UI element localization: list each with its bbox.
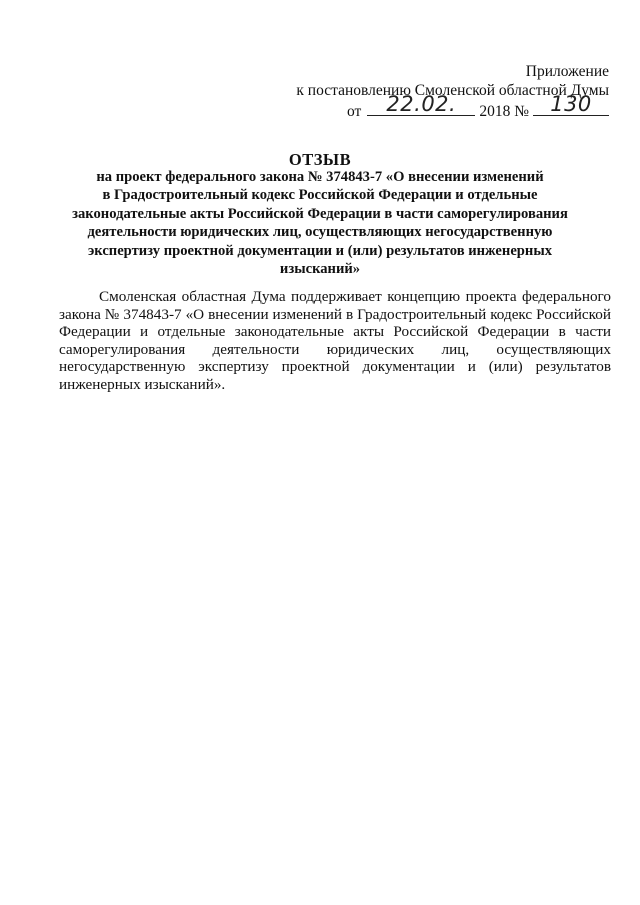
number-field xyxy=(533,92,609,116)
handwritten-number: 130 xyxy=(550,92,592,116)
document-title: ОТЗЫВ xyxy=(288,150,352,169)
handwritten-date: 22.02. xyxy=(386,92,457,116)
body-paragraph: Смоленская областная Дума поддерживает концепцию проекта федерального закона № 374843-7 «О внесении изменений в Градостроительный кодекс Российской Федерации и отдельные законодательные акты Российской Федерации в части саморегулирования деятельности юридических лиц, осуществляющих негосударственную экспертизу проектной документации и (или) результатов инженерных изысканий». xyxy=(59,288,611,393)
appendix-resolution-ref: к постановлению Смоленской областной Думы xyxy=(296,82,609,99)
subtitle-line: изысканий» xyxy=(279,261,361,278)
subtitle-line: на проект федерального закона № 374843-7 «О внесении изменений xyxy=(96,169,544,185)
date-field xyxy=(367,92,475,116)
document-subtitle xyxy=(60,168,580,278)
appendix-date-line xyxy=(296,92,609,121)
date-prefix: от xyxy=(347,103,362,120)
appendix-header xyxy=(296,62,609,121)
subtitle-line: экспертизу проектной документации и (или) результатов инженерных xyxy=(87,242,553,259)
subtitle-line: законодательные акты Российской Федерации в части саморегулирования xyxy=(72,205,568,222)
subtitle-line: в Градостроительный кодекс Российской Федерации и отдельные xyxy=(102,187,538,204)
appendix-label: Приложение xyxy=(525,63,609,80)
subtitle-line: деятельности юридических лиц, осуществляющих негосударственную xyxy=(87,224,553,241)
year-number-label: 2018 № xyxy=(479,103,529,120)
